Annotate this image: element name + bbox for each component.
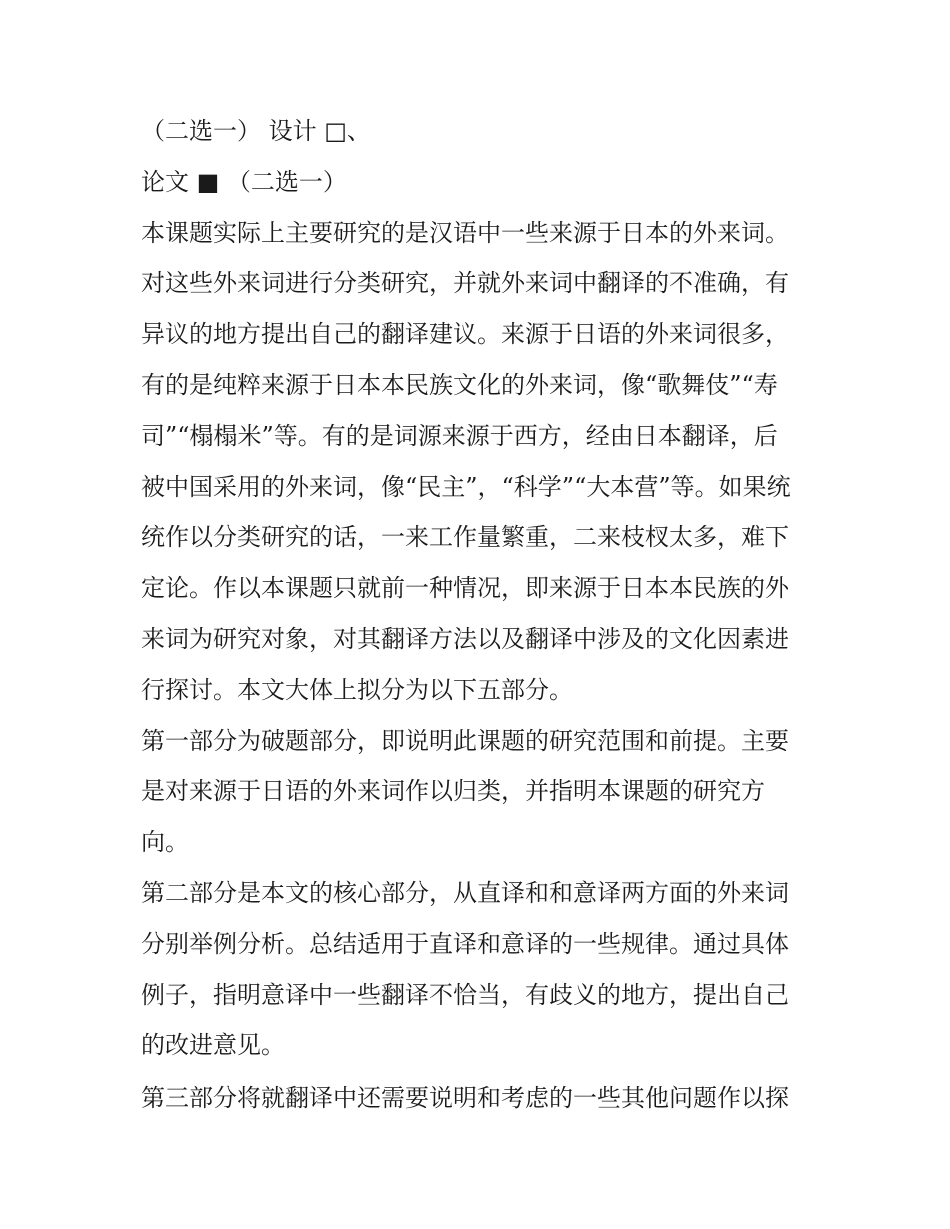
text-line: 第三部分将就翻译中还需要说明和考虑的一些其他问题作以探 xyxy=(141,1084,789,1113)
text-line: 行探讨。本文大体上拟分为以下五部分。 xyxy=(141,675,573,704)
text-line: 本课题实际上主要研究的是汉语中一些来源于日本的外来词。 xyxy=(141,218,789,247)
document-body xyxy=(141,106,813,1124)
text-line: 来词为研究对象，对其翻译方法以及翻译中涉及的文化因素进 xyxy=(141,624,789,653)
text-line: 是对来源于日语的外来词作以归类，并指明本课题的研究方 xyxy=(141,777,765,806)
text-line: 的改进意见。 xyxy=(141,1031,285,1060)
text-line: 例子，指明意译中一些翻译不恰当，有歧义的地方，提出自己 xyxy=(141,980,789,1009)
text-line: 对这些外来词进行分类研究，并就外来词中翻译的不准确，有 xyxy=(141,269,789,298)
text-line: 有的是纯粹来源于日本本民族文化的外来词，像“歌舞伎”“寿 xyxy=(141,370,778,399)
text-line: 向。 xyxy=(141,828,189,857)
text-line: 统作以分类研究的话，一来工作量繁重，二来枝杈太多，难下 xyxy=(141,523,789,552)
text-line: 分别举例分析。总结适用于直译和意译的一些规律。通过具体 xyxy=(141,929,789,958)
choice-design-line: （二选一） 设计 □、 xyxy=(141,117,371,145)
text-line: 被中国采用的外来词，像“民主”，“科学”“大本营”等。如果统 xyxy=(141,472,791,501)
text-line: 异议的地方提出自己的翻译建议。来源于日语的外来词很多， xyxy=(141,320,789,349)
text-line: 定论。作以本课题只就前一种情况，即来源于日本本民族的外 xyxy=(141,574,789,603)
text-line: 第一部分为破题部分，即说明此课题的研究范围和前提。主要 xyxy=(141,726,789,755)
choice-thesis-line: 论文 ■ （二选一） xyxy=(141,167,347,196)
text-line: 第二部分是本文的核心部分，从直译和和意译两方面的外来词 xyxy=(141,878,789,907)
text-line: 司”“榻榻米”等。有的是词源来源于西方，经由日本翻译，后 xyxy=(141,421,778,450)
